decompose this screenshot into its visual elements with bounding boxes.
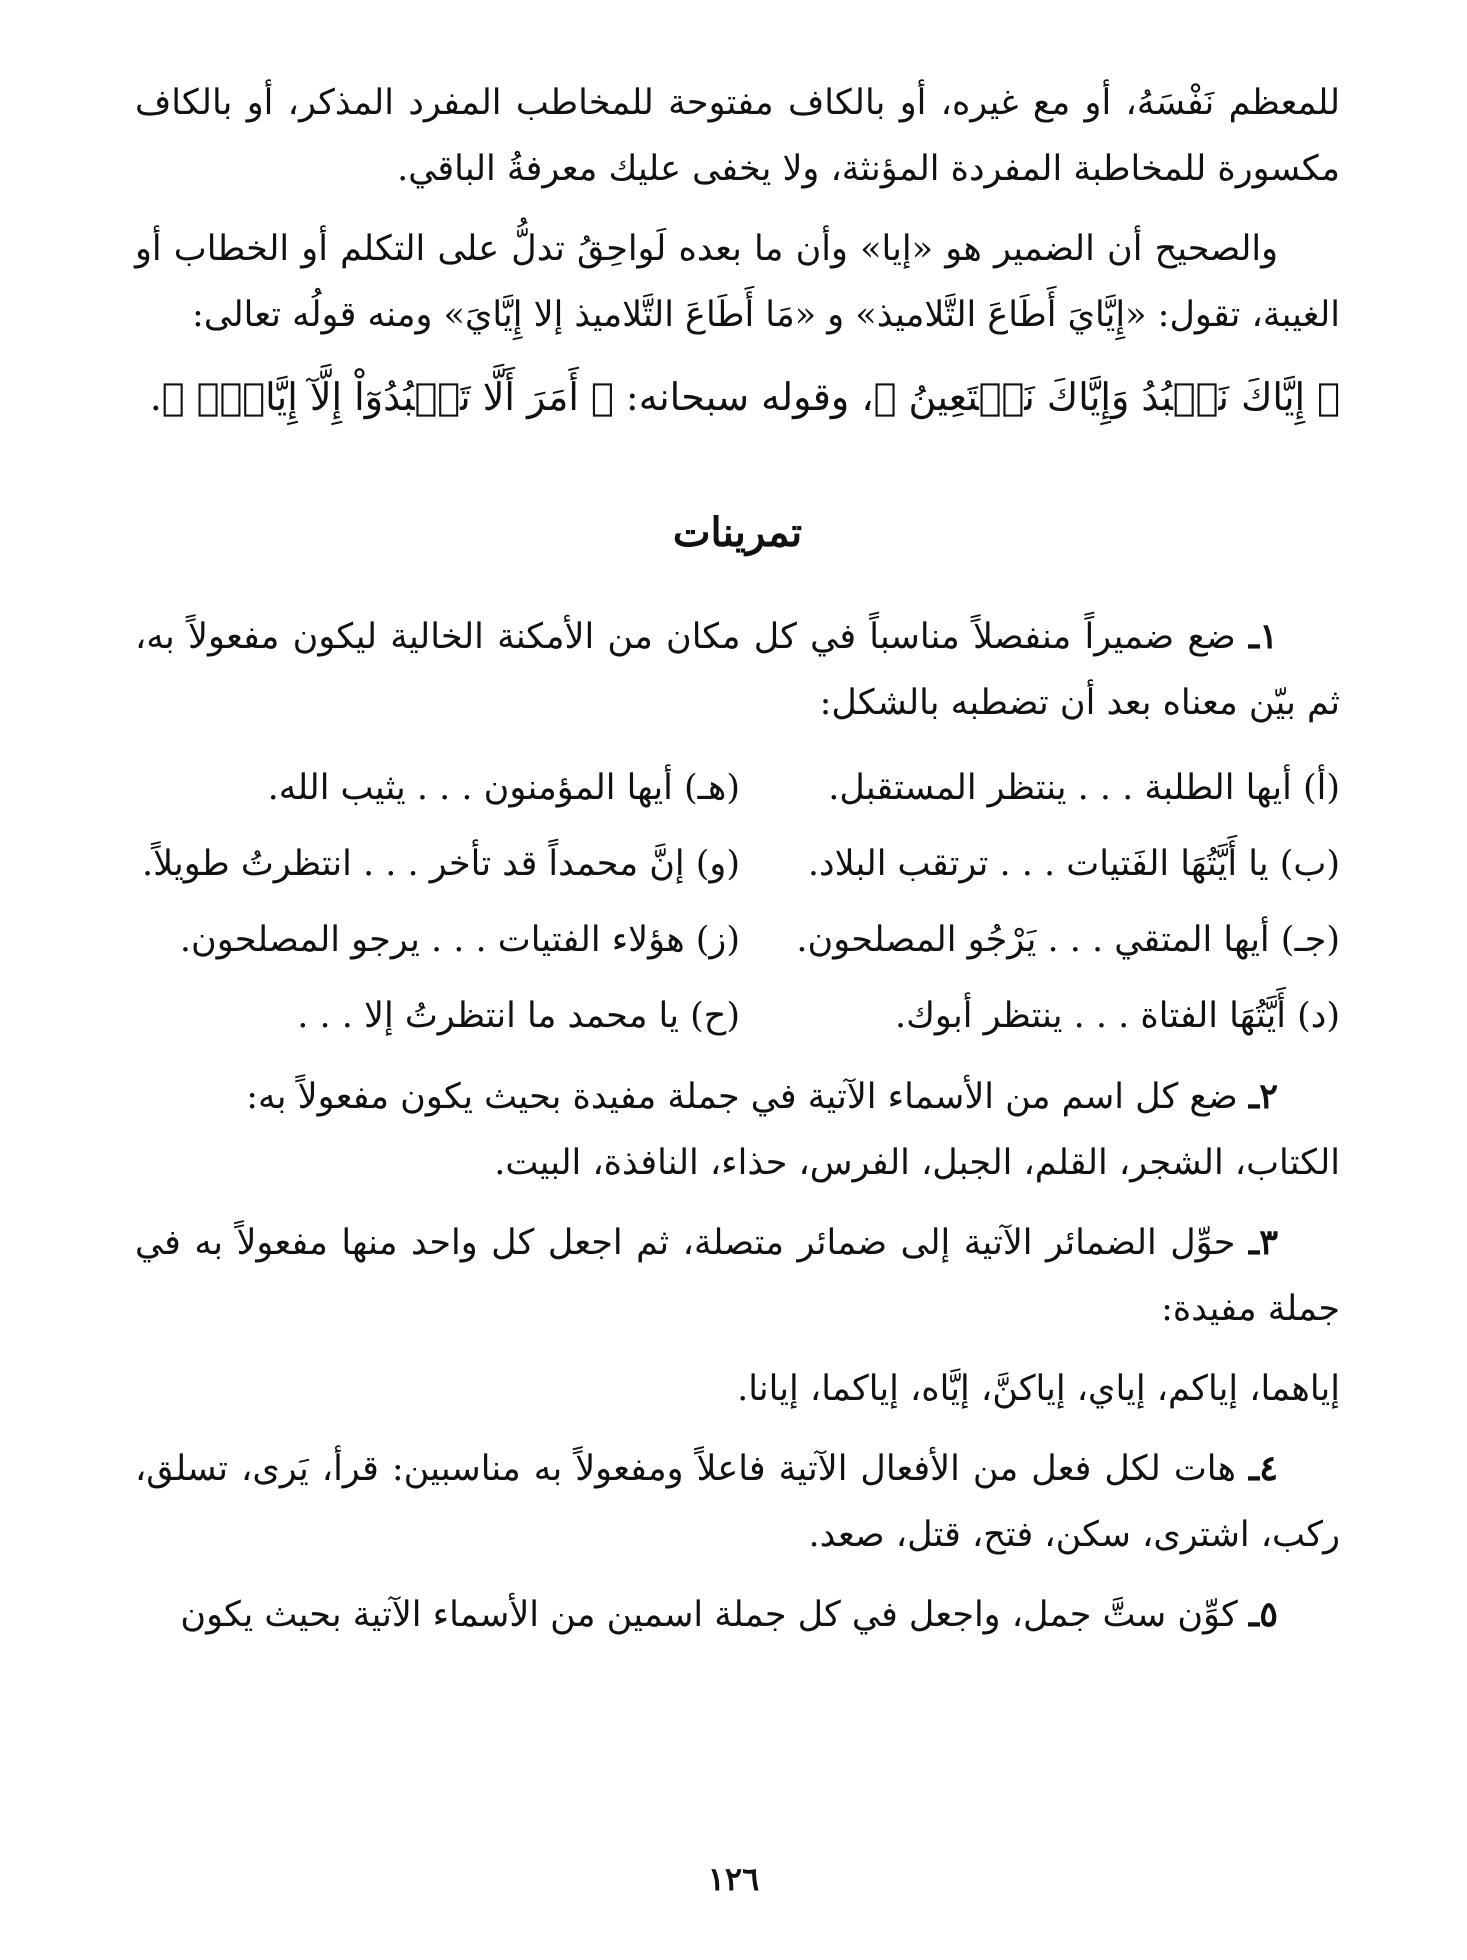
exercise-4-text: هات لكل فعل من الأفعال الآتية فاعلاً ومفعولاً به مناسبين: قرأ، يَرى، تسلق، ركب، اشترى، سكن، فتح، قتل، صعد. (135, 1449, 1340, 1555)
exercise-1-item-a: (أ) أيها الطلبة . . . ينتظر المستقبل. (828, 768, 1340, 808)
exercise-1-number: ١ـ (1248, 616, 1278, 657)
exercise-1-item-j: (جـ) أيها المتقي . . . يَرْجُو المصلحون. (796, 920, 1340, 960)
exercise-4 (135, 1436, 1340, 1568)
exercise-1-item-ha: (ح) يا محمد ما انتظرتُ إلا . . . (297, 996, 740, 1036)
exercise-3-text: حوِّل الضمائر الآتية إلى ضمائر متصلة، ثم اجعل كل واحد منها مفعولاً به في جملة مفيدة: (135, 1223, 1340, 1329)
exercise-1 (135, 604, 1340, 1054)
intro-paragraph-1: للمعظم نَفْسَهُ، أو مع غيره، أو بالكاف مفتوحة للمخاطب المفرد المذكر، أو بالكاف مكسورة للمخاطبة المفردة المؤنثة، ولا يخفى عليك معرفةُ الباقي. (135, 83, 1340, 189)
exercise-1-item-z: (ز) هؤلاء الفتيات . . . يرجو المصلحون. (179, 920, 740, 960)
exercise-1-text: ضع ضميراً منفصلاً مناسباً في كل مكان من الأمكنة الخالية ليكون مفعولاً به، ثم بيّن معناه بعد أن تضطبه بالشكل: (135, 617, 1340, 723)
exercise-2-number: ٢ـ (1248, 1076, 1278, 1117)
exercise-3 (135, 1210, 1340, 1422)
exercise-4-number: ٤ـ (1248, 1448, 1278, 1489)
page-content (135, 70, 1340, 1662)
exercise-1-instruction (135, 604, 1340, 736)
exercise-3-number: ٣ـ (1248, 1222, 1278, 1263)
exercise-1-item-d: (د) أَيَّتُهَا الفتاة . . . ينتظر أبوك. (894, 996, 1340, 1036)
exercise-2-text: ضع كل اسم من الأسماء الآتية في جملة مفيدة بحيث يكون مفعولاً به: (246, 1077, 1238, 1117)
exercise-3-list: إياهما، إياكم، إياي، إياكنَّ، إيَّاه، إياكما، إيانا. (737, 1369, 1340, 1409)
exercise-1-items (135, 750, 1340, 1054)
exercise-1-item-h: (هـ) أيها المؤمنون . . . يثيب الله. (267, 768, 740, 808)
section-heading: تمرينات (672, 509, 803, 556)
exercise-5-text: كوِّن ستَّ جمل، واجعل في كل جملة اسمين من الأسماء الآتية بحيث يكون (180, 1595, 1238, 1635)
page-number: ١٢٦ (707, 1860, 760, 1898)
exercise-2-instruction (135, 1064, 1340, 1130)
exercise-3-instruction (135, 1210, 1340, 1342)
exercise-2 (135, 1064, 1340, 1196)
quran-verses-line: ﴿ إِيَّاكَ نَعۡبُدُ وَإِيَّاكَ نَسۡتَعِينُ ﴾، وقوله سبحانه: ﴿ أَمَرَ أَلَّا تَعۡبُدُوٓاْ إِلَّآ إِيَّاهُۚ ﴾. (149, 375, 1340, 419)
exercise-1-item-w: (و) إنَّ محمداً قد تأخر . . . انتظرتُ طويلاً. (142, 844, 740, 884)
exercise-1-item-b: (ب) يا أَيَّتُهَا الفَتيات . . . ترتقب البلاد. (807, 844, 1340, 884)
exercise-5-instruction (135, 1582, 1340, 1648)
exercise-4-instruction (135, 1436, 1340, 1568)
exercise-2-list: الكتاب، الشجر، القلم، الجبل، الفرس، حذاء، النافذة، البيت. (494, 1143, 1340, 1183)
exercise-5 (135, 1582, 1340, 1648)
exercise-5-number: ٥ـ (1248, 1594, 1278, 1635)
intro-paragraph-2: والصحيح أن الضمير هو «إيا» وأن ما بعده لَواحِقُ تدلُّ على التكلم أو الخطاب أو الغيبة، تقول: «إِيَّايَ أَطَاعَ التَّلاميذ» و «مَا أَطَاعَ التَّلاميذ إلا إِيَّايَ» ومنه قولُه تعالى: (135, 229, 1340, 335)
